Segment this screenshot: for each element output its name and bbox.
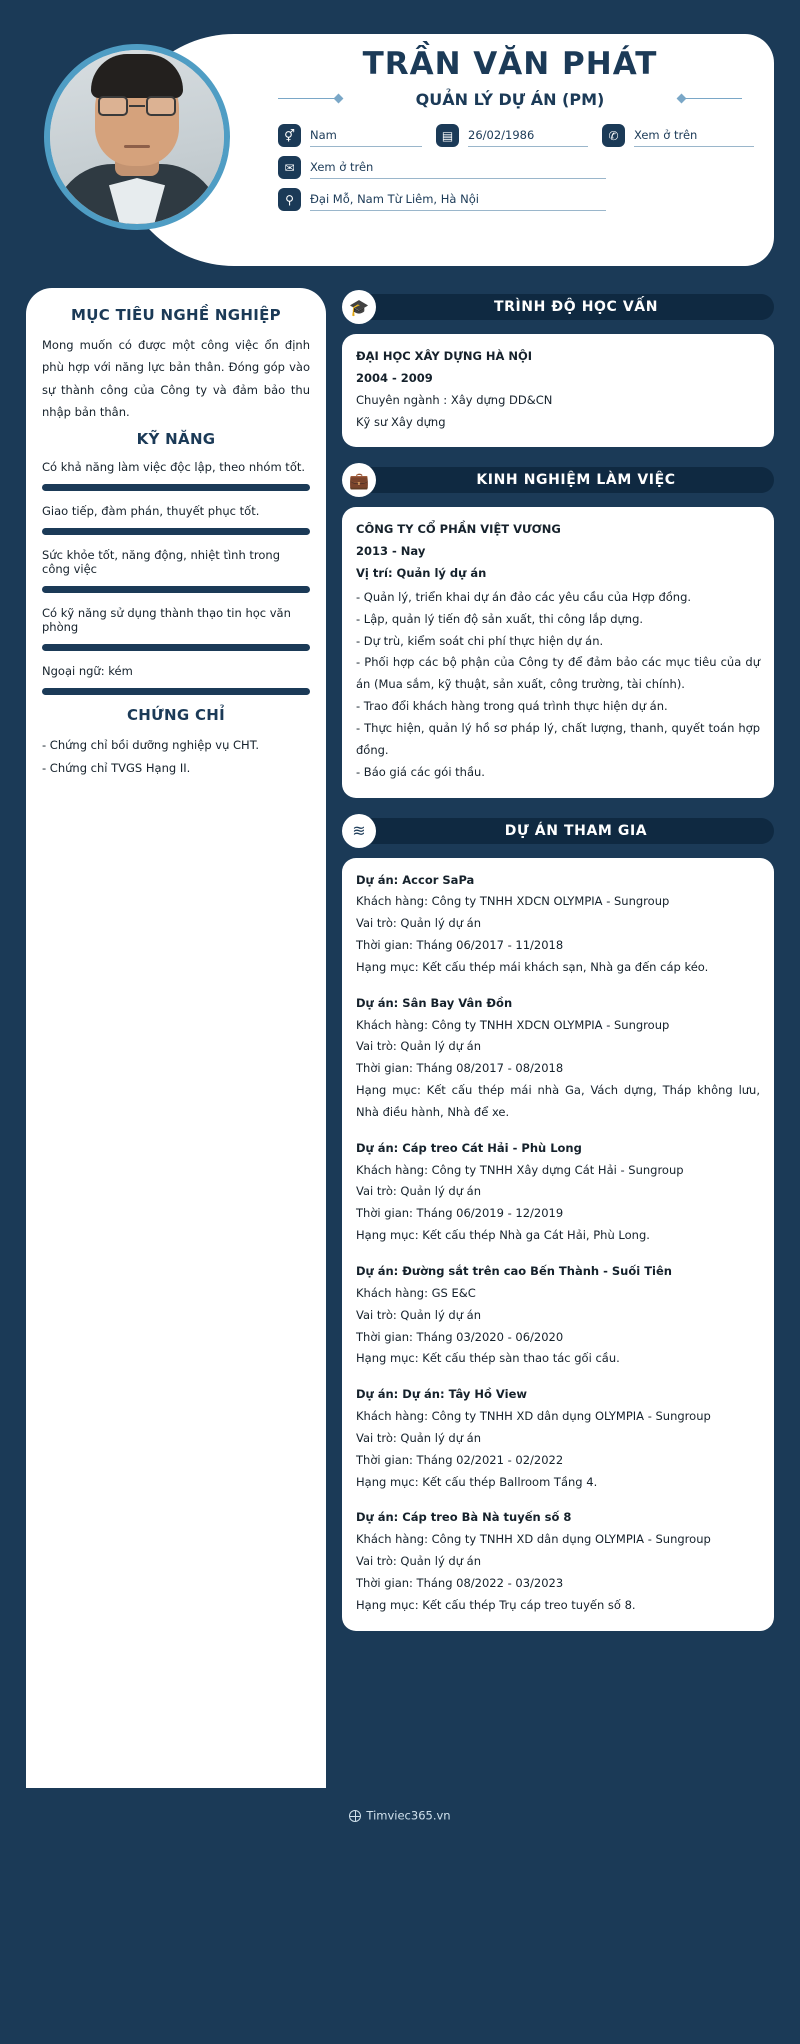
contact-dob-value: 26/02/1986 bbox=[468, 128, 588, 147]
project-item bbox=[356, 1138, 760, 1247]
project-name: Dự án: Cáp treo Cát Hải - Phù Long bbox=[356, 1140, 582, 1155]
gender-icon: ⚥ bbox=[278, 124, 301, 147]
certificate-item: - Chứng chỉ bồi dưỡng nghiệp vụ CHT. bbox=[42, 737, 260, 752]
experience-duty: - Quản lý, triển khai dự án đảo các yêu cầu của Hợp đồng. bbox=[356, 589, 692, 604]
project-name: Dự án: Accor SaPa bbox=[356, 872, 475, 887]
project-client: Khách hàng: Công ty TNHH Xây dựng Cát Hải - Sungroup bbox=[356, 1162, 684, 1177]
skill-bar bbox=[42, 644, 310, 651]
project-scope: Hạng mục: Kết cấu thép Trụ cáp treo tuyến số 8. bbox=[356, 1597, 636, 1612]
calendar-icon: ▤ bbox=[436, 124, 459, 147]
certificates-title: CHỨNG CHỈ bbox=[126, 705, 226, 724]
page-title: TRẦN VĂN PHÁT bbox=[362, 46, 658, 82]
experience-duty: - Trao đổi khách hàng trong quá trình thực hiện dự án. bbox=[356, 699, 668, 714]
skill-bar bbox=[42, 528, 310, 535]
left-panel bbox=[26, 288, 326, 1788]
project-client: Khách hàng: Công ty TNHH XD dân dụng OLYMPIA - Sungroup bbox=[356, 1532, 711, 1547]
cv-body bbox=[26, 288, 774, 1788]
project-item bbox=[356, 1384, 760, 1493]
experience-duty: - Báo giá các gói thầu. bbox=[356, 764, 485, 779]
project-client: Khách hàng: Công ty TNHH XDCN OLYMPIA - Sungroup bbox=[356, 1017, 670, 1032]
experience-company: CÔNG TY CỔ PHẦN VIỆT VƯƠNG bbox=[356, 522, 561, 537]
project-item bbox=[356, 993, 760, 1124]
education-section-header bbox=[342, 290, 774, 324]
experience-position: Vị trí: Quản lý dự án bbox=[356, 566, 487, 581]
certificate-item: - Chứng chỉ TVGS Hạng II. bbox=[42, 760, 191, 775]
project-client: Khách hàng: GS E&C bbox=[356, 1285, 476, 1300]
skill-bar bbox=[42, 484, 310, 491]
project-name: Dự án: Đường sắt trên cao Bến Thành - Suối Tiên bbox=[356, 1264, 672, 1278]
contact-dob bbox=[436, 124, 588, 147]
left-column bbox=[26, 288, 326, 1788]
project-time: Thời gian: Tháng 08/2022 - 03/2023 bbox=[356, 1575, 564, 1590]
contact-gender-value: Nam bbox=[310, 128, 422, 147]
project-item bbox=[356, 1261, 760, 1370]
project-client: Khách hàng: Công ty TNHH XDCN OLYMPIA - Sungroup bbox=[356, 894, 670, 909]
briefcase-icon: 💼 bbox=[342, 463, 376, 497]
contact-row-3 bbox=[278, 188, 748, 211]
avatar bbox=[44, 44, 230, 230]
skill-label: Giao tiếp, đàm phán, thuyết phục tốt. bbox=[42, 503, 260, 518]
project-role: Vai trò: Quản lý dự án bbox=[356, 1184, 481, 1199]
experience-duty: - Thực hiện, quản lý hồ sơ pháp lý, chất lượng, thanh, quyết toán hợp đồng. bbox=[356, 720, 760, 757]
skill-label: Ngoại ngữ: kém bbox=[42, 663, 133, 678]
contact-address bbox=[278, 188, 606, 211]
project-name: Dự án: Cáp treo Bà Nà tuyến số 8 bbox=[356, 1510, 572, 1525]
contact-block bbox=[278, 124, 748, 220]
footer bbox=[26, 1798, 774, 1837]
education-icon: 🎓 bbox=[342, 290, 376, 324]
location-icon: ⚲ bbox=[278, 188, 301, 211]
objective-text: Mong muốn có được một công việc ổn định phù hợp với năng lực bản thân. Đóng góp vào sự thành công của Công ty và đảm bảo thu nhập bản thân. bbox=[42, 338, 310, 420]
project-item bbox=[356, 870, 760, 979]
experience-section-title: KINH NGHIỆM LÀM VIỆC bbox=[364, 467, 774, 493]
project-name: Dự án: Sân Bay Vân Đồn bbox=[356, 995, 513, 1010]
education-major: Chuyên ngành : Xây dựng DD&CN bbox=[356, 392, 553, 407]
layers-icon: ≋ bbox=[342, 814, 376, 848]
contact-row-2 bbox=[278, 156, 748, 179]
skill-bar bbox=[42, 586, 310, 593]
project-role: Vai trò: Quản lý dự án bbox=[356, 1430, 481, 1445]
skill-label: Sức khỏe tốt, năng động, nhiệt tình trong công việc bbox=[42, 547, 281, 576]
education-section-title: TRÌNH ĐỘ HỌC VẤN bbox=[364, 294, 774, 320]
projects-section-title: DỰ ÁN THAM GIA bbox=[364, 818, 774, 844]
contact-address-value: Đại Mỗ, Nam Từ Liêm, Hà Nội bbox=[310, 192, 606, 211]
avatar-photo bbox=[50, 50, 224, 224]
cv-header bbox=[26, 20, 774, 288]
project-role: Vai trò: Quản lý dự án bbox=[356, 916, 481, 931]
education-school: ĐẠI HỌC XÂY DỰNG HÀ NỘI bbox=[356, 349, 533, 363]
project-time: Thời gian: Tháng 06/2017 - 11/2018 bbox=[356, 938, 564, 953]
contact-phone-value: Xem ở trên bbox=[634, 128, 754, 147]
education-degree: Kỹ sư Xây dựng bbox=[356, 414, 446, 429]
contact-phone bbox=[602, 124, 754, 147]
experience-duty: - Lập, quản lý tiến độ sản xuất, thi công lắp dựng. bbox=[356, 611, 644, 626]
job-title: QUẢN LÝ DỰ ÁN (PM) bbox=[415, 90, 605, 109]
project-role: Vai trò: Quản lý dự án bbox=[356, 1554, 481, 1569]
project-time: Thời gian: Tháng 08/2017 - 08/2018 bbox=[356, 1061, 564, 1076]
skills-title: KỸ NĂNG bbox=[136, 429, 216, 448]
project-time: Thời gian: Tháng 02/2021 - 02/2022 bbox=[356, 1452, 564, 1467]
project-scope: Hạng mục: Kết cấu thép sàn thao tác gối cầu. bbox=[356, 1351, 620, 1366]
project-scope: Hạng mục: Kết cấu thép Nhà ga Cát Hải, Phù Long. bbox=[356, 1228, 650, 1243]
project-role: Vai trò: Quản lý dự án bbox=[356, 1039, 481, 1054]
project-scope: Hạng mục: Kết cấu thép mái nhà Ga, Vách dựng, Tháp không lưu, Nhà điều hành, Nhà để xe. bbox=[356, 1083, 760, 1119]
project-time: Thời gian: Tháng 06/2019 - 12/2019 bbox=[356, 1206, 564, 1221]
skill-label: Có kỹ năng sử dụng thành thạo tin học văn phòng bbox=[42, 605, 291, 634]
project-time: Thời gian: Tháng 03/2020 - 06/2020 bbox=[356, 1329, 564, 1344]
contact-gender bbox=[278, 124, 422, 147]
project-scope: Hạng mục: Kết cấu thép Ballroom Tầng 4. bbox=[356, 1474, 598, 1489]
education-years: 2004 - 2009 bbox=[356, 370, 433, 385]
contact-email-value: Xem ở trên bbox=[310, 160, 606, 179]
experience-duty: - Dự trù, kiểm soát chi phí thực hiện dự án. bbox=[356, 633, 604, 648]
project-client: Khách hàng: Công ty TNHH XD dân dụng OLYMPIA - Sungroup bbox=[356, 1409, 711, 1424]
project-scope: Hạng mục: Kết cấu thép mái khách sạn, Nhà ga đến cáp kéo. bbox=[356, 959, 709, 974]
projects-card bbox=[342, 858, 774, 1631]
objective-title: MỤC TIÊU NGHỀ NGHIỆP bbox=[71, 306, 281, 324]
phone-icon: ✆ bbox=[602, 124, 625, 147]
contact-row-1 bbox=[278, 124, 748, 147]
skill-label: Có khả năng làm việc độc lập, theo nhóm tốt. bbox=[42, 459, 306, 474]
project-name: Dự án: Dự án: Tây Hồ View bbox=[356, 1387, 527, 1402]
project-role: Vai trò: Quản lý dự án bbox=[356, 1307, 481, 1322]
education-card bbox=[342, 334, 774, 447]
skill-bar bbox=[42, 688, 310, 695]
right-column bbox=[342, 288, 774, 1647]
project-item bbox=[356, 1507, 760, 1616]
experience-years: 2013 - Nay bbox=[356, 544, 426, 559]
globe-icon bbox=[349, 1810, 361, 1822]
projects-section-header bbox=[342, 814, 774, 848]
experience-card bbox=[342, 507, 774, 797]
mail-icon: ✉ bbox=[278, 156, 301, 179]
contact-email bbox=[278, 156, 606, 179]
experience-duty: - Phối hợp các bộ phận của Công ty để đảm bảo các mục tiêu của dự án (Mua sắm, kỹ thuật, sản xuất, công trường, tài chính). bbox=[356, 655, 760, 692]
experience-section-header bbox=[342, 463, 774, 497]
footer-text: Timviec365.vn bbox=[366, 1808, 451, 1823]
